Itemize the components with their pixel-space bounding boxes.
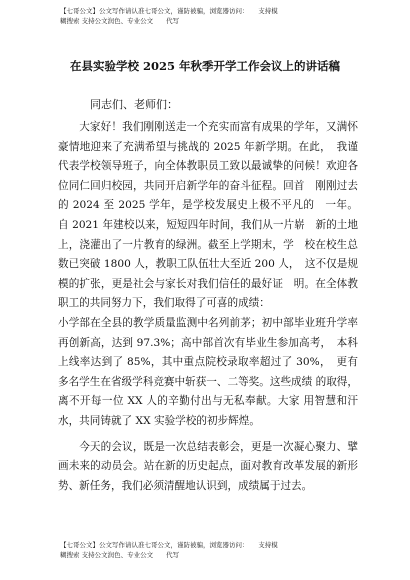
paragraph-2: 小学部在全县的教学质量监测中名列前茅；初中部毕业班升学率再创新高，达到 97.3%；高中部首次有毕业生参加高考， 本科上线率达到了 85%，其中重点院校录取率超过了 30%， 更有多名学生在省级学科竞赛中斩获一、二等奖。这些成绩 的取得，离不开每一位 XX 人的辛勤付出与无私奉献。大家 用智慧和汗水，共同铸就了 XX 实验学校的初步辉煌。 [58,316,358,427]
page-header [60,6,360,26]
header-line-2: 糊搜索 支持公文润色、专业公文 代写 [60,17,180,25]
footer-line-2: 糊搜索 支持公文润色、专业公文 代写 [60,551,180,559]
footer-line-1: 【七哥公文】公文写作请认准七哥公文，谨防被骗，浏览器访问： 支持模 [60,541,278,549]
document-title: 在县实验学校 2025 年秋季开学工作会议上的讲话稿 [69,59,340,73]
paragraph-1: 大家好！我们刚刚送走一个充实而富有成果的学年，又满怀豪情地迎来了充满希望与挑战的 2025 年新学期。在此， 我谨代表学校领导班子，向全体教职员工致以最诚挚的问候！欢迎各位同仁回归校园，共同开启新学年的奋斗征程。回首 刚刚过去的 2024 至 2025 学年，是学校发展史上极不平凡的 一年。 自 2021 年建校以来，短短四年时间，我们从一片崭 新的土地上，浇灌出了一片教育的绿洲。截至上学期末，学 校在校生总数已突破 1800 人，教职工队伍壮大至近 200 人， 这不仅是规模的扩张，更是社会与家长对我们信任的最好证 明。在全体教职工的共同努力下，我们取得了可喜的成绩： [58,121,358,310]
document-body [58,118,358,496]
salutation: 同志们、老师们： [90,98,178,111]
paragraph-3: 今天的会议，既是一次总结表彰会，更是一次凝心聚力、擘画未来的动员会。站在新的历史起点，面对教育改革发展的新形势、新任务，我们必须清醒地认识到，成绩属于过去。 [58,440,358,492]
header-line-1: 【七哥公文】公文写作请认准七哥公文，谨防被骗，浏览器访问： 支持模 [60,7,278,15]
page-footer [60,540,360,560]
